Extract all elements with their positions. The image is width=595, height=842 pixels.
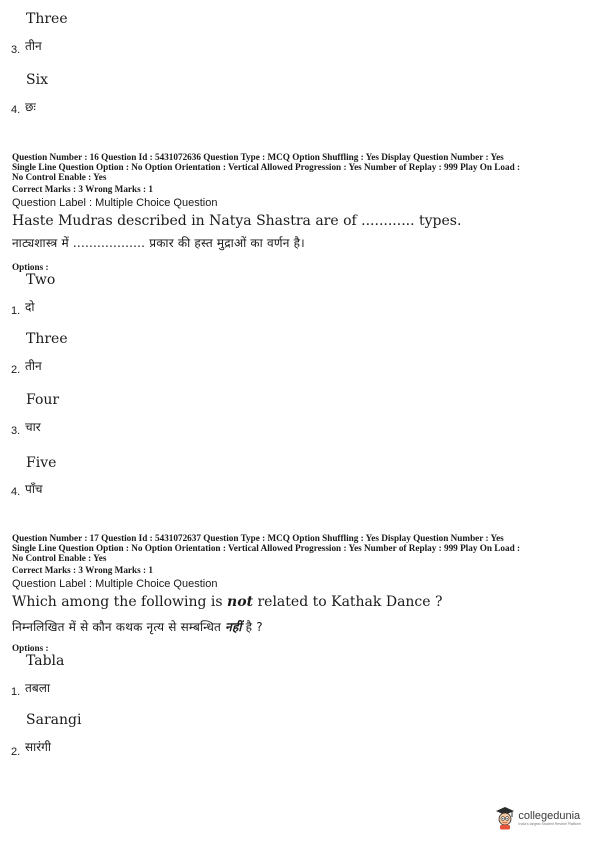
q17-text-hi-before: निम्नलिखित में से कौन कथक नृत्य से सम्बन्धित (12, 620, 226, 634)
q16-option-3-en: Four (26, 392, 60, 408)
q16-text-hi: नाट्यशास्त्र में .................. प्रकार की हस्त मुद्राओं का वर्णन है। (12, 236, 305, 250)
prev-option-3-en: Three (26, 11, 68, 27)
prev-option-4-hi: छः (25, 100, 36, 114)
q16-option-1-hi: दो (25, 300, 35, 314)
q17-text-en-emphasis: not (227, 594, 254, 610)
q17-marks: Correct Marks : 3 Wrong Marks : 1 (12, 565, 153, 575)
q17-text-hi (12, 618, 263, 635)
q17-option-1-en: Tabla (26, 653, 65, 669)
q16-option-1-en: Two (26, 272, 56, 288)
q16-option-4-en: Five (26, 455, 57, 471)
q16-option-1-number: 1. (11, 305, 21, 317)
q16-meta-line2: Single Line Question Option : No Option Orientation : Vertical Allowed Progression : Yes Number of Replay : 999 Play On Load : (12, 162, 521, 172)
q16-option-2-number: 2. (11, 364, 21, 376)
q17-meta-line1: Question Number : 17 Question Id : 5431072637 Question Type : MCQ Option Shuffling : Yes Display Question Number : Yes (12, 533, 504, 543)
q17-text-hi-emphasis: नहीं (225, 620, 242, 634)
prev-option-4-en: Six (26, 72, 48, 88)
q17-option-2-en: Sarangi (26, 712, 82, 728)
q16-option-4-number: 4. (11, 486, 21, 498)
q16-option-4-hi: पाँच (25, 482, 43, 496)
q16-meta (12, 152, 586, 182)
graduate-mascot-icon (495, 806, 515, 830)
logo-tagline: India's largest Student Review Platform (518, 821, 581, 826)
q17-option-1-number: 1. (11, 686, 21, 698)
q16-text-en: Haste Mudras described in Natya Shastra are of ............ types. (12, 213, 462, 229)
q17-meta (12, 533, 586, 563)
q17-option-1-hi: तबला (25, 681, 50, 695)
q17-text-en (12, 594, 443, 610)
q16-options-label: Options : (12, 262, 49, 272)
q16-meta-line1: Question Number : 16 Question Id : 5431072636 Question Type : MCQ Option Shuffling : Yes Display Question Number : Yes (12, 152, 504, 162)
logo-text-block (518, 811, 581, 826)
q17-meta-line3: No Control Enable : Yes (12, 553, 107, 563)
q16-label: Question Label : Multiple Choice Question (12, 197, 218, 209)
q16-option-2-hi: तीन (25, 359, 42, 373)
q17-text-en-after: related to Kathak Dance ? (253, 594, 443, 610)
q17-label: Question Label : Multiple Choice Question (12, 578, 218, 590)
q17-text-en-before: Which among the following is (12, 594, 228, 610)
logo-name: collegedunia (518, 809, 581, 822)
q17-options-label: Options : (12, 643, 49, 653)
q16-meta-line3: No Control Enable : Yes (12, 172, 107, 182)
prev-option-4-number: 4. (11, 104, 21, 116)
q16-option-2-en: Three (26, 331, 68, 347)
collegedunia-logo (495, 806, 581, 830)
q16-marks: Correct Marks : 3 Wrong Marks : 1 (12, 184, 153, 194)
q17-option-2-hi: सारंगी (25, 740, 51, 754)
q17-option-2-number: 2. (11, 746, 21, 758)
q17-meta-line2: Single Line Question Option : No Option Orientation : Vertical Allowed Progression : Yes Number of Replay : 999 Play On Load : (12, 543, 521, 553)
q16-option-3-hi: चार (25, 420, 41, 434)
prev-option-3-number: 3. (11, 44, 21, 56)
prev-option-3-hi: तीन (25, 39, 42, 53)
q17-text-hi-after: है ? (241, 620, 263, 634)
q16-option-3-number: 3. (11, 425, 21, 437)
